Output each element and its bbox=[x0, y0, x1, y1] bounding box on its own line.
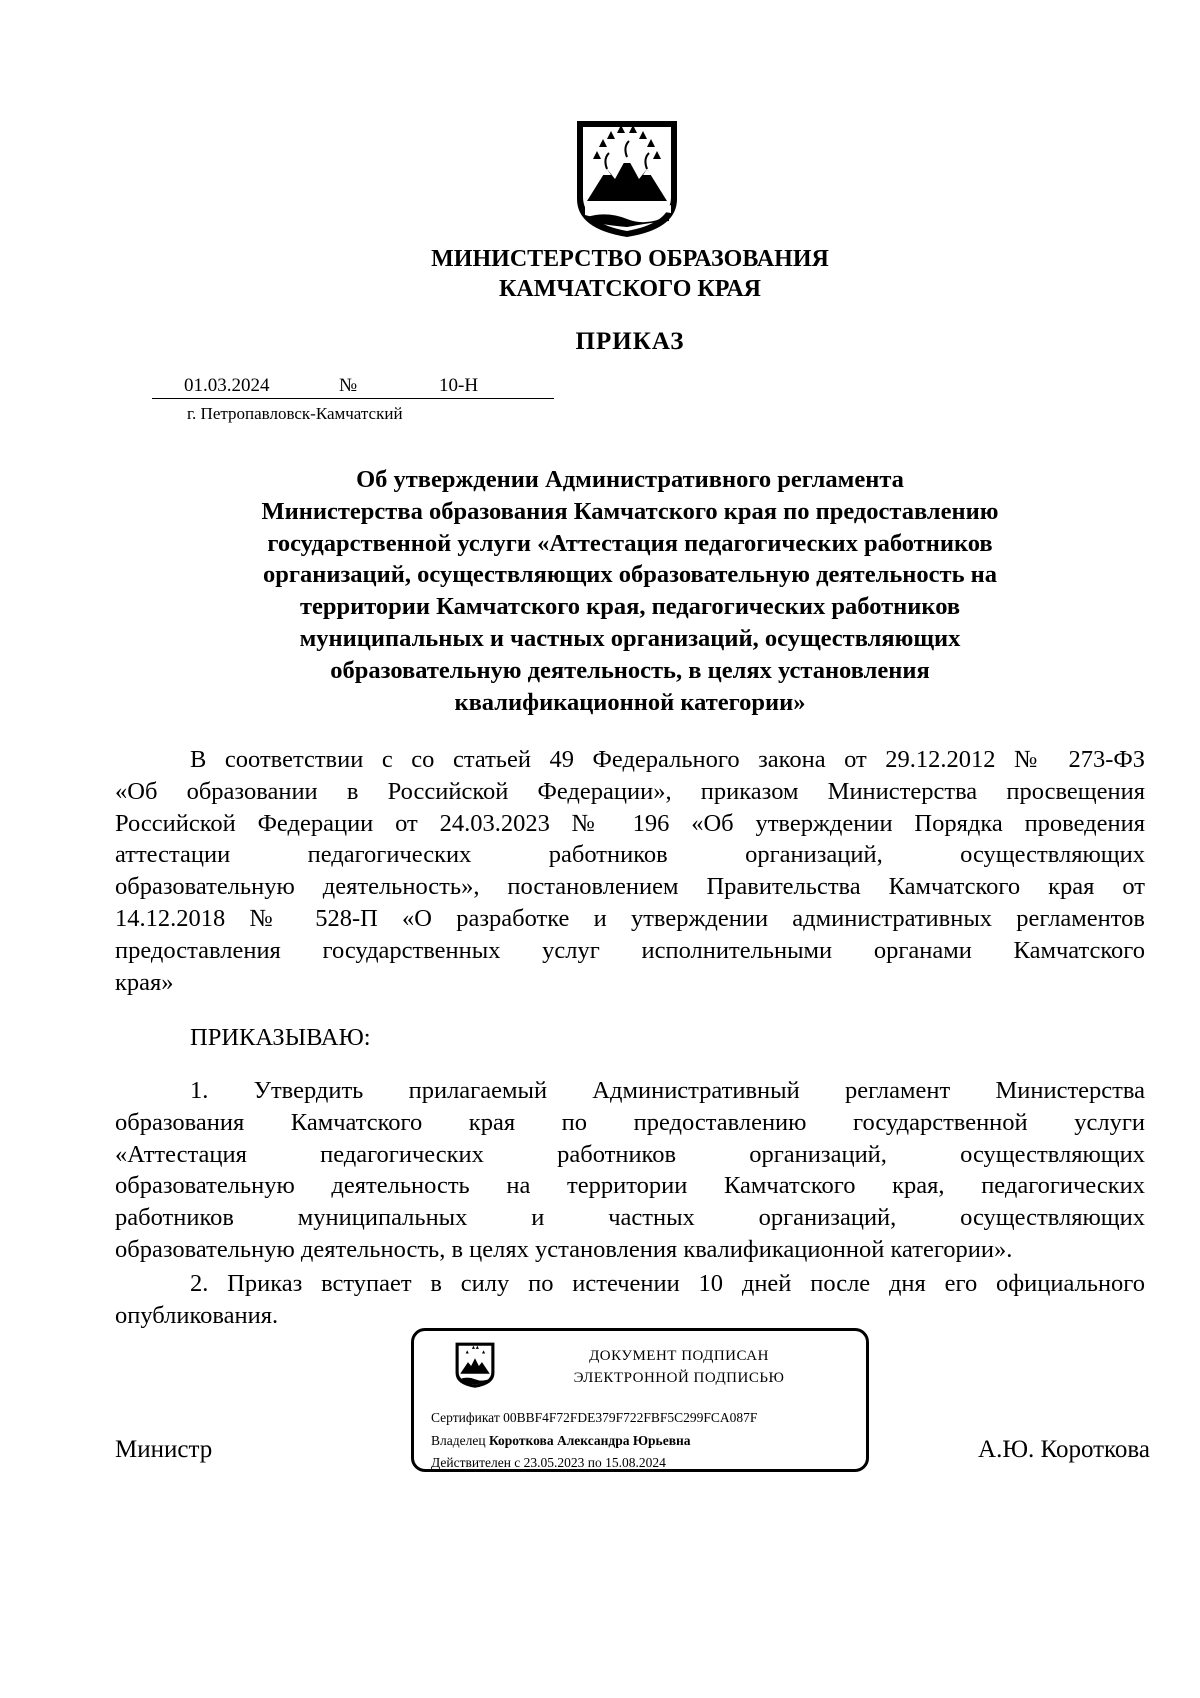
ministry-name-line-1: МИНИСТЕРСТВО ОБРАЗОВАНИЯ bbox=[431, 246, 829, 272]
electronic-signature-stamp bbox=[411, 1328, 869, 1472]
number-sign: № bbox=[339, 375, 358, 396]
order-number: 10-Н bbox=[439, 375, 479, 396]
document-type-title: ПРИКАЗ bbox=[575, 328, 685, 355]
subject-line: Об утверждении Административного регламента bbox=[356, 466, 904, 493]
item1-line: работников муниципальных и частных организаций, осуществляющих bbox=[115, 1204, 1145, 1232]
stamp-title-line-2: ЭЛЕКТРОННОЙ ПОДПИСЬЮ bbox=[573, 1370, 785, 1386]
signer-name: А.Ю. Короткова bbox=[978, 1436, 1150, 1463]
certificate-line bbox=[431, 1410, 757, 1426]
item2-line: 2. Приказ вступает в силу по истечении 10 дней после дня его официального bbox=[190, 1270, 1145, 1297]
basis-line: предоставления государственных услуг исполнительными органами Камчатского bbox=[115, 936, 1145, 964]
valid-to-label: по bbox=[587, 1455, 602, 1470]
kamchatka-coat-of-arms-icon bbox=[573, 117, 681, 240]
order-keyword: ПРИКАЗЫВАЮ: bbox=[190, 1024, 371, 1051]
valid-from: 23.05.2023 bbox=[523, 1455, 585, 1470]
subject-line: квалификационной категории» bbox=[454, 688, 806, 716]
valid-to: 15.08.2024 bbox=[605, 1455, 666, 1470]
subject-line: муниципальных и частных организаций, осуществляющих bbox=[299, 624, 961, 652]
valid-label: Действителен с bbox=[431, 1455, 521, 1470]
certificate-value: 00BBF4F72FDE379F722FBF5C299FCA087F bbox=[503, 1410, 758, 1425]
stamp-title-line-1: ДОКУМЕНТ ПОДПИСАН bbox=[589, 1348, 769, 1364]
item2-line: опубликования. bbox=[115, 1301, 279, 1329]
item1-line: образования Камчатского края по предоставлению государственной услуги bbox=[115, 1108, 1145, 1136]
item1-line: «Аттестация педагогических работников организаций, осуществляющих bbox=[115, 1140, 1145, 1168]
registration-line bbox=[152, 372, 554, 399]
certificate-label: Сертификат bbox=[431, 1410, 500, 1425]
subject-line: государственной услуги «Аттестация педагогических работников bbox=[267, 529, 993, 557]
basis-line: 14.12.2018 № 528-П «О разработке и утверждении административных регламентов bbox=[115, 904, 1145, 932]
basis-line: аттестации педагогических работников организаций, осуществляющих bbox=[115, 841, 1145, 869]
ministry-name-line-2: КАМЧАТСКОГО КРАЯ bbox=[498, 276, 762, 302]
basis-line: Российской Федерации от 24.03.2023 № 196 «Об утверждении Порядка проведения bbox=[115, 809, 1145, 837]
signer-position: Министр bbox=[115, 1436, 213, 1463]
order-date: 01.03.2024 bbox=[184, 375, 270, 396]
subject-line: образовательную деятельность, в целях установления bbox=[330, 656, 930, 684]
basis-line: «Об образовании в Российской Федерации», приказом Министерства просвещения bbox=[115, 777, 1145, 805]
basis-line: образовательную деятельность», постановлением Правительства Камчатского края от bbox=[115, 873, 1145, 901]
stamp-title bbox=[514, 1345, 844, 1389]
subject-line: территории Камчатского края, педагогических работников bbox=[299, 593, 961, 621]
owner-line bbox=[431, 1433, 691, 1449]
order-item-2 bbox=[115, 1268, 1145, 1332]
basis-line: края» bbox=[115, 968, 174, 996]
item1-line: образовательную деятельность на территории Камчатского края, педагогических bbox=[115, 1172, 1145, 1200]
subject-line: Министерства образования Камчатского края по предоставлению bbox=[261, 497, 999, 525]
item1-line: 1. Утвердить прилагаемый Административный регламент Министерства bbox=[190, 1077, 1145, 1104]
order-item-1 bbox=[115, 1075, 1145, 1266]
owner-value: Короткова Александра Юрьевна bbox=[488, 1433, 691, 1448]
basis-line: В соответствии с со статьей 49 Федерального закона от 29.12.2012 № 273-ФЗ bbox=[190, 746, 1145, 773]
city-name: г. Петропавловск-Камчатский bbox=[187, 404, 403, 423]
order-subject bbox=[115, 464, 1145, 718]
item1-line: образовательную деятельность, в целях установления квалификационной категории». bbox=[115, 1235, 1013, 1263]
owner-label: Владелец bbox=[431, 1433, 486, 1448]
validity-line bbox=[431, 1455, 666, 1471]
basis-paragraph bbox=[115, 744, 1145, 998]
kamchatka-coat-of-arms-icon bbox=[454, 1341, 496, 1389]
subject-line: организаций, осуществляющих образовательную деятельность на bbox=[262, 561, 998, 589]
